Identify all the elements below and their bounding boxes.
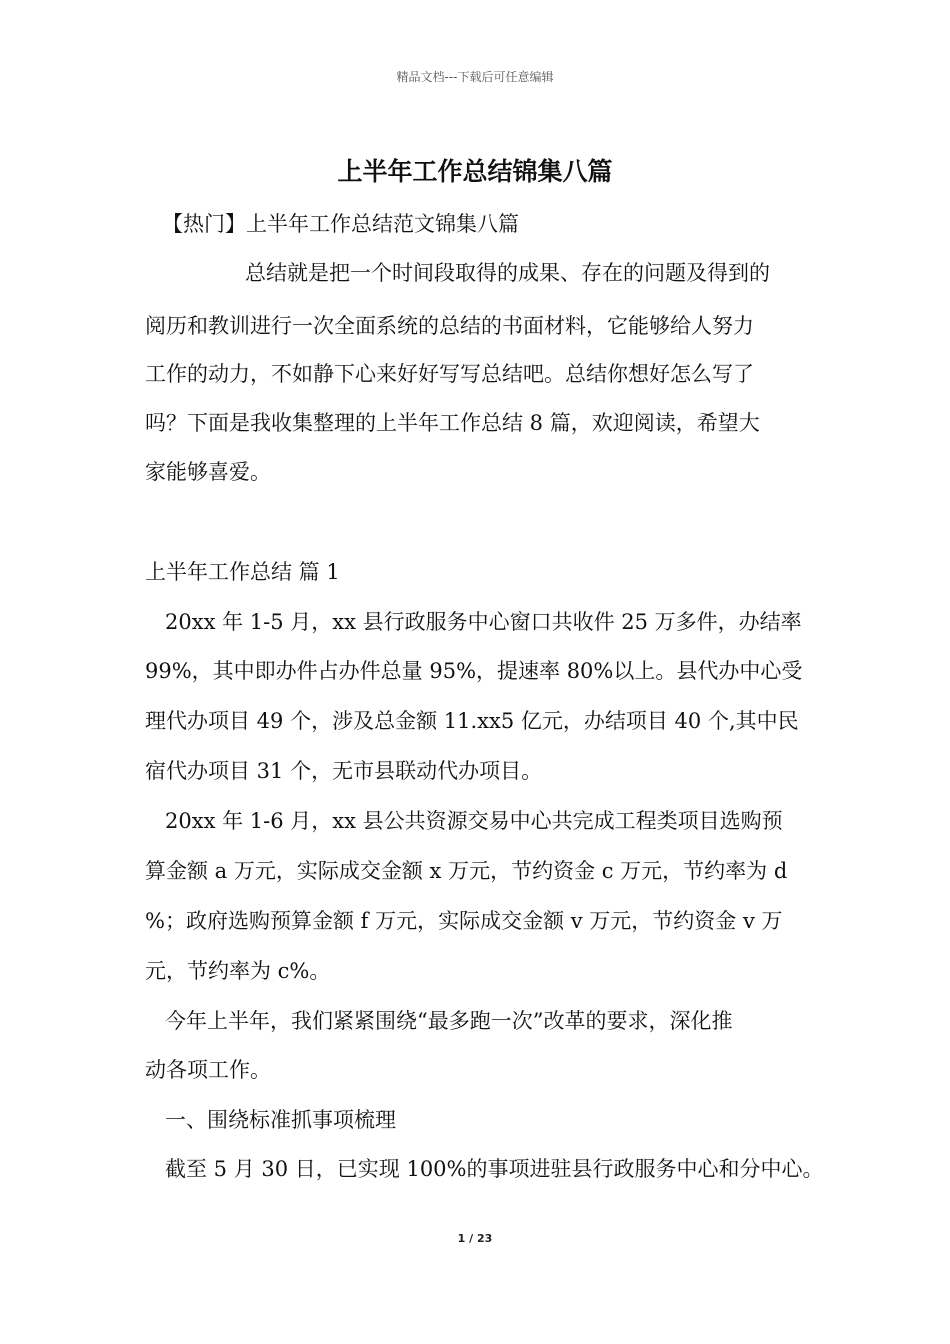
paragraph-line: 截至 5 月 30 日，已实现 100%的事项进驻县行政服务中心和分中心。 <box>165 1157 824 1181</box>
paragraph-line: 吗？下面是我收集整理的上半年工作总结 8 篇，欢迎阅读，希望大 <box>145 411 760 435</box>
paragraph-line: 宿代办项目 31 个，无市县联动代办项目。 <box>145 759 543 783</box>
section-heading: 上半年工作总结 篇 1 <box>145 560 340 584</box>
document-title: 上半年工作总结锦集八篇 <box>337 157 613 186</box>
paragraph-line: 元，节约率为 c%。 <box>145 959 331 983</box>
paragraph-line: 总结就是把一个时间段取得的成果、存在的问题及得到的 <box>245 261 770 285</box>
paragraph-line: 阅历和教训进行一次全面系统的总结的书面材料，它能够给人努力 <box>145 314 754 338</box>
paragraph-line: 理代办项目 49 个，涉及总金额 11.xx5 亿元，办结项目 40 个,其中民 <box>145 709 799 733</box>
paragraph-line: 20xx 年 1-5 月，xx 县行政服务中心窗口共收件 25 万多件，办结率 <box>165 610 802 634</box>
paragraph-line: 家能够喜爱。 <box>145 460 271 484</box>
paragraph-line: 99%，其中即办件占办件总量 95%，提速率 80%以上。县代办中心受 <box>145 659 803 683</box>
paragraph-line: 20xx 年 1-6 月，xx 县公共资源交易中心共完成工程类项目选购预 <box>165 809 783 833</box>
paragraph-line: 工作的动力，不如静下心来好好写写总结吧。总结你想好怎么写了 <box>145 362 754 386</box>
page-header: 精品文档---下载后可任意编辑 <box>396 70 554 84</box>
paragraph-line: %；政府选购预算金额 f 万元，实际成交金额 v 万元，节约资金 v 万 <box>145 909 783 933</box>
paragraph-line: 算金额 a 万元，实际成交金额 x 万元，节约资金 c 万元，节约率为 d <box>145 859 788 883</box>
subsection-heading: 一、围绕标准抓事项梳理 <box>165 1108 396 1132</box>
subtitle-line: 【热门】上半年工作总结范文锦集八篇 <box>162 212 519 236</box>
page-number: 1 / 23 <box>457 1232 493 1245</box>
paragraph-line: 动各项工作。 <box>145 1058 271 1082</box>
paragraph-line: 今年上半年，我们紧紧围绕“最多跑一次”改革的要求，深化推 <box>165 1009 733 1033</box>
